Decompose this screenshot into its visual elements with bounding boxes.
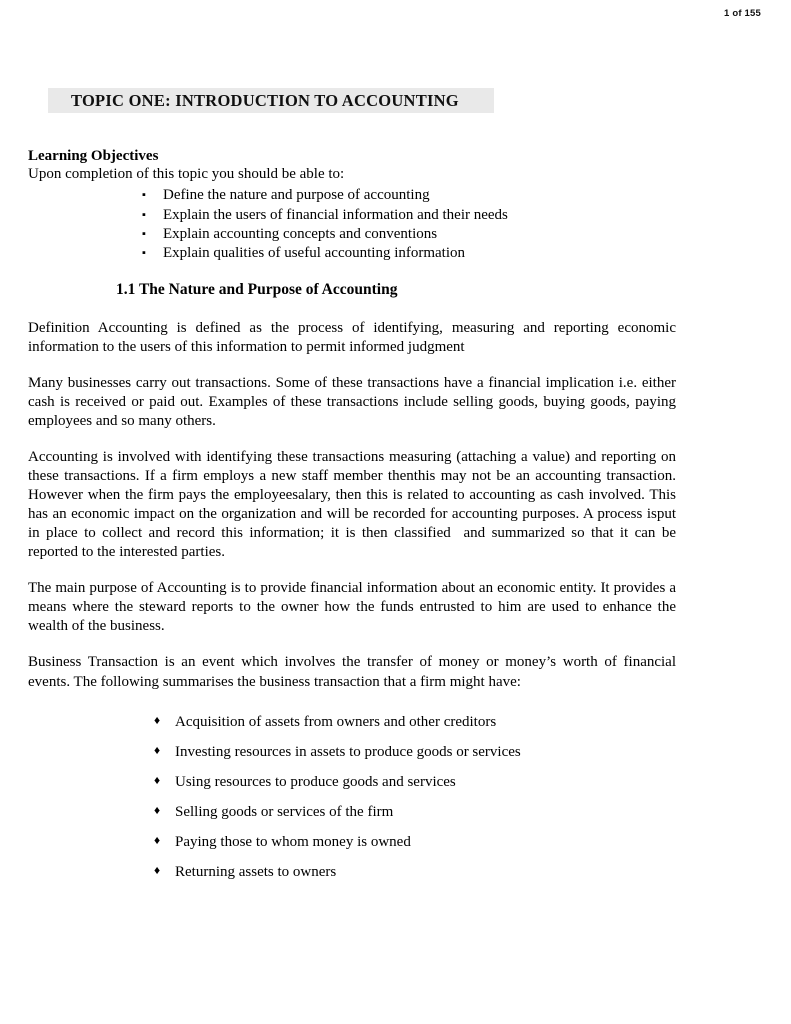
topic-title: TOPIC ONE: INTRODUCTION TO ACCOUNTING xyxy=(71,90,459,110)
list-item xyxy=(28,186,676,205)
square-bullet-icon: ▪ xyxy=(142,227,146,240)
diamond-bullet-icon: ♦ xyxy=(154,742,161,757)
list-item xyxy=(28,713,676,731)
diamond-bullet-icon: ♦ xyxy=(154,832,161,847)
list-item-label: Using resources to produce goods and services xyxy=(175,773,456,790)
list-item-label: Acquisition of assets from owners and other creditors xyxy=(175,713,497,730)
list-item-label: Investing resources in assets to produce goods or services xyxy=(175,743,521,760)
diamond-bullet-icon: ♦ xyxy=(154,862,161,877)
square-bullet-icon: ▪ xyxy=(142,189,146,202)
learning-objectives-list xyxy=(28,186,676,263)
list-item-label: Returning assets to owners xyxy=(175,863,337,880)
diamond-bullet-icon: ♦ xyxy=(154,712,161,727)
paragraph-main-purpose: The main purpose of Accounting is to provide financial information about an economic entity. It provides a means where the steward reports to the owner how the funds entrusted to him are used to enhance the wealth of the business. xyxy=(28,580,680,635)
list-item-label: Define the nature and purpose of accounting xyxy=(163,187,430,204)
list-item xyxy=(28,803,676,821)
page-number-indicator: 1 of 155 xyxy=(724,8,761,19)
list-item xyxy=(28,743,676,761)
list-item-label: Explain qualities of useful accounting information xyxy=(163,245,466,262)
square-bullet-icon: ▪ xyxy=(142,208,146,221)
paragraph-business-transaction: Business Transaction is an event which involves the transfer of money or money’s worth of financial events. The following summarises the business transaction that a firm might have: xyxy=(28,654,680,690)
business-transaction-list xyxy=(28,713,676,881)
list-item xyxy=(28,833,676,851)
list-item xyxy=(28,863,676,881)
list-item-label: Selling goods or services of the firm xyxy=(175,803,394,820)
topic-banner xyxy=(48,88,494,113)
section-heading-1-1: 1.1 The Nature and Purpose of Accounting xyxy=(116,281,398,299)
list-item xyxy=(28,244,676,263)
diamond-bullet-icon: ♦ xyxy=(154,802,161,817)
square-bullet-icon: ▪ xyxy=(142,247,146,260)
learning-objectives-intro: Upon completion of this topic you should be able to: xyxy=(28,165,345,182)
learning-objectives-heading: Learning Objectives xyxy=(28,148,159,164)
list-item-label: Explain accounting concepts and conventions xyxy=(163,225,438,242)
diamond-bullet-icon: ♦ xyxy=(154,772,161,787)
document-content xyxy=(28,148,680,893)
paragraph-identifying: Accounting is involved with identifying these transactions measuring (attaching a value) and reporting on these transactions. If a firm employs a new staff member thenthis may not be an accounting transaction. However when the firm pays the employeesalary, then this is related to accounting as cash involved. This has an economic impact on the organization and will be recorded for accounting purposes. A process isput in place to collect and record this information; it is then classified and summarized so that it can be reported to the interested parties. xyxy=(28,449,680,561)
paragraph-transactions: Many businesses carry out transactions. Some of these transactions have a financial implication i.e. either cash is received or paid out. Examples of these transactions include selling goods, buying goods, paying employees and so many others. xyxy=(28,374,680,430)
list-item-label: Paying those to whom money is owned xyxy=(175,833,411,850)
list-item xyxy=(28,206,676,225)
list-item xyxy=(28,225,676,244)
list-item xyxy=(28,773,676,791)
list-item-label: Explain the users of financial information and their needs xyxy=(163,206,508,223)
paragraph-definition: Definition Accounting is defined as the process of identifying, measuring and reporting economic information to the users of this information to permit informed judgment xyxy=(28,319,680,355)
